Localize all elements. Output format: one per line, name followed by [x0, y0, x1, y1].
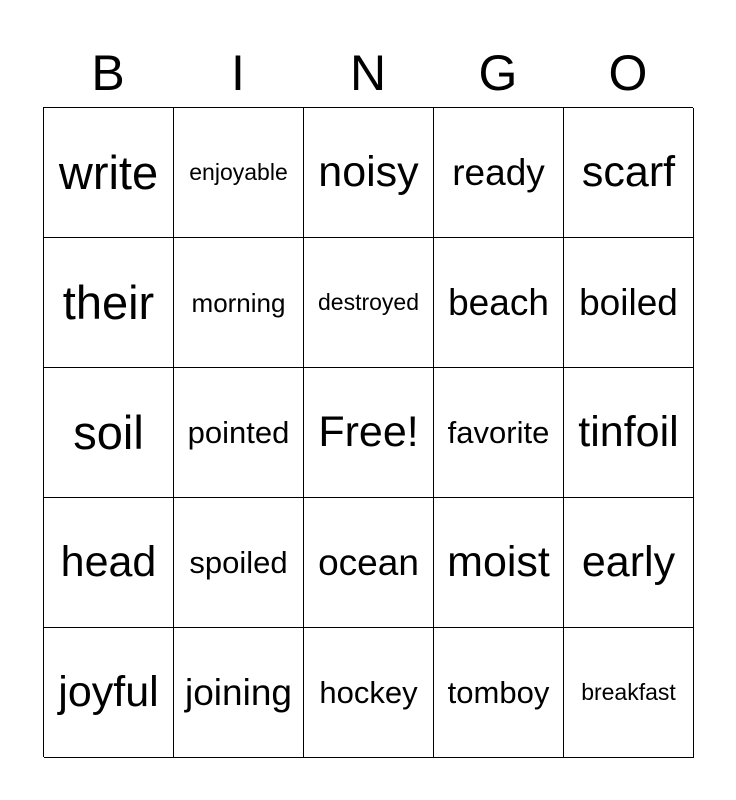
- bingo-cell[interactable]: boiled: [564, 238, 694, 368]
- header-letter-n: N: [349, 45, 387, 101]
- bingo-cell[interactable]: breakfast: [564, 628, 694, 758]
- bingo-cell[interactable]: noisy: [304, 108, 434, 238]
- bingo-cell[interactable]: scarf: [564, 108, 694, 238]
- bingo-cell-free[interactable]: Free!: [304, 368, 434, 498]
- bingo-board: [43, 107, 693, 757]
- bingo-cell[interactable]: enjoyable: [174, 108, 304, 238]
- bingo-cell[interactable]: tinfoil: [564, 368, 694, 498]
- bingo-cell[interactable]: ocean: [304, 498, 434, 628]
- header-letter-i: I: [231, 45, 245, 101]
- bingo-cell[interactable]: hockey: [304, 628, 434, 758]
- header-letter-b: B: [91, 45, 125, 101]
- header-letter-g: G: [478, 45, 518, 101]
- bingo-cell[interactable]: spoiled: [174, 498, 304, 628]
- bingo-cell[interactable]: pointed: [174, 368, 304, 498]
- bingo-cell[interactable]: write: [44, 108, 174, 238]
- header-letter-o: O: [608, 45, 648, 101]
- bingo-cell[interactable]: their: [44, 238, 174, 368]
- bingo-cell[interactable]: early: [564, 498, 694, 628]
- bingo-cell[interactable]: soil: [44, 368, 174, 498]
- bingo-cell[interactable]: tomboy: [434, 628, 564, 758]
- bingo-cell[interactable]: beach: [434, 238, 564, 368]
- bingo-cell[interactable]: joining: [174, 628, 304, 758]
- bingo-cell[interactable]: destroyed: [304, 238, 434, 368]
- bingo-cell[interactable]: ready: [434, 108, 564, 238]
- bingo-cell[interactable]: favorite: [434, 368, 564, 498]
- bingo-cell[interactable]: morning: [174, 238, 304, 368]
- bingo-cell[interactable]: joyful: [44, 628, 174, 758]
- bingo-cell[interactable]: head: [44, 498, 174, 628]
- bingo-header: [43, 42, 693, 104]
- bingo-cell[interactable]: moist: [434, 498, 564, 628]
